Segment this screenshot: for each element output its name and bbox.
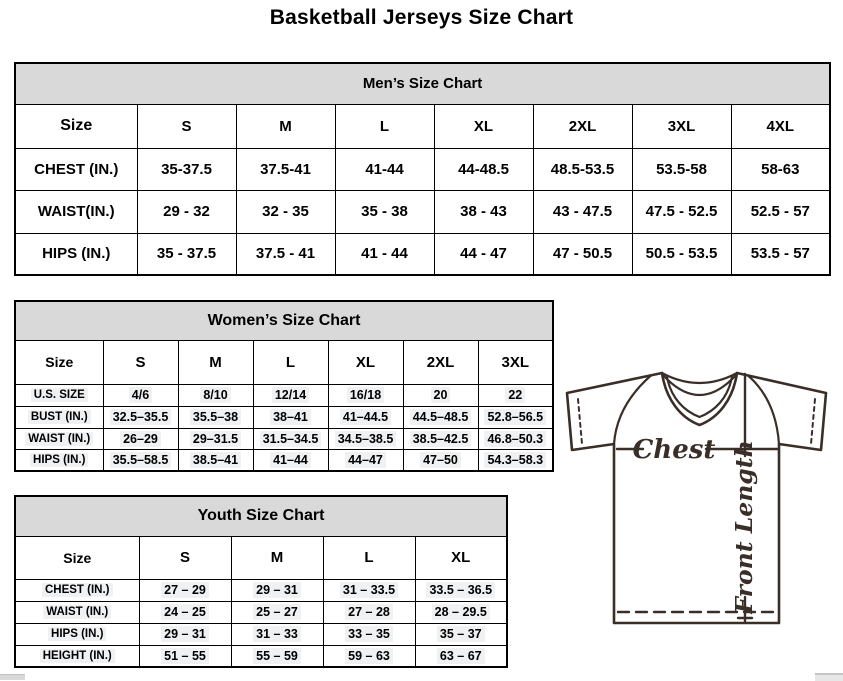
youth-row-label: CHEST (IN.)	[15, 579, 139, 601]
women-cell: 26–29	[103, 428, 178, 449]
men-cell: 58-63	[731, 148, 830, 190]
women-table-row	[15, 406, 553, 428]
youth-cell: 29 – 31	[139, 623, 231, 645]
youth-cell: 27 – 28	[323, 601, 415, 623]
women-cell: 8/10	[178, 384, 253, 406]
women-row-label: BUST (IN.)	[15, 406, 103, 428]
men-cell: 48.5-53.5	[533, 148, 632, 190]
women-table-row	[15, 449, 553, 471]
youth-cell: 33.5 – 36.5	[415, 579, 507, 601]
men-cell: 52.5 - 57	[731, 190, 830, 233]
jersey-right-armhole-seam	[748, 376, 779, 445]
youth-row-label: HEIGHT (IN.)	[15, 645, 139, 667]
youth-column-header-s: S	[139, 536, 231, 579]
womens-size-chart-table	[14, 300, 552, 472]
men-cell: 44-48.5	[434, 148, 533, 190]
women-row-label: U.S. SIZE	[15, 384, 103, 406]
men-cell: 35 - 37.5	[137, 233, 236, 275]
men-cell: 47.5 - 52.5	[632, 190, 731, 233]
youth-column-header-l: L	[323, 536, 415, 579]
men-cell: 38 - 43	[434, 190, 533, 233]
women-cell: 32.5–35.5	[103, 406, 178, 428]
youth-table-row	[15, 645, 507, 667]
men-cell: 44 - 47	[434, 233, 533, 275]
men-cell: 41-44	[335, 148, 434, 190]
youth-cell: 63 – 67	[415, 645, 507, 667]
men-column-header-4xl: 4XL	[731, 104, 830, 148]
youth-table-row	[15, 623, 507, 645]
youth-cell: 25 – 27	[231, 601, 323, 623]
men-row-label: CHEST (IN.)	[15, 148, 137, 190]
men-cell: 37.5-41	[236, 148, 335, 190]
cutoff-fragment-bottom-left	[0, 674, 25, 680]
women-row-label: HIPS (IN.)	[15, 449, 103, 471]
women-cell: 47–50	[403, 449, 478, 471]
youth-cell: 59 – 63	[323, 645, 415, 667]
men-cell: 43 - 47.5	[533, 190, 632, 233]
men-table-row	[15, 148, 830, 190]
women-column-header-s: S	[103, 340, 178, 384]
women-cell: 29–31.5	[178, 428, 253, 449]
men-column-header-3xl: 3XL	[632, 104, 731, 148]
men-column-header-m: M	[236, 104, 335, 148]
youth-cell: 35 – 37	[415, 623, 507, 645]
youth-row-label: HIPS (IN.)	[15, 623, 139, 645]
youth-table-row	[15, 579, 507, 601]
jersey-left-sleeve-stitch	[578, 399, 582, 444]
women-cell: 35.5–38	[178, 406, 253, 428]
women-cell: 41–44	[253, 449, 328, 471]
youth-table-title: Youth Size Chart	[15, 496, 507, 536]
men-column-header-2xl: 2XL	[533, 104, 632, 148]
women-cell: 46.8–50.3	[478, 428, 553, 449]
youth-size-chart-table	[14, 495, 506, 668]
men-size-corner-label: Size	[15, 104, 137, 148]
men-cell: 50.5 - 53.5	[632, 233, 731, 275]
men-table-title: Men’s Size Chart	[15, 63, 830, 104]
men-cell: 47 - 50.5	[533, 233, 632, 275]
jersey-outline-icon	[567, 373, 826, 623]
youth-column-header-xl: XL	[415, 536, 507, 579]
men-table-row	[15, 190, 830, 233]
youth-cell: 51 – 55	[139, 645, 231, 667]
youth-cell: 31 – 33.5	[323, 579, 415, 601]
men-column-header-s: S	[137, 104, 236, 148]
women-cell: 44.5–48.5	[403, 406, 478, 428]
chest-label: Chest	[632, 435, 716, 465]
page-title: Basketball Jerseys Size Chart	[269, 6, 574, 29]
jersey-collar-top-curve	[662, 373, 737, 383]
women-column-header-m: M	[178, 340, 253, 384]
front-length-label: Front Length	[730, 440, 758, 614]
women-cell: 52.8–56.5	[478, 406, 553, 428]
cutoff-fragment-bottom-right	[815, 673, 843, 681]
youth-row-label: WAIST (IN.)	[15, 601, 139, 623]
youth-cell: 31 – 33	[231, 623, 323, 645]
women-column-header-2xl: 2XL	[403, 340, 478, 384]
youth-cell: 28 – 29.5	[415, 601, 507, 623]
men-column-header-xl: XL	[434, 104, 533, 148]
men-table-row	[15, 233, 830, 275]
women-cell: 12/14	[253, 384, 328, 406]
women-table-row	[15, 428, 553, 449]
men-cell: 53.5-58	[632, 148, 731, 190]
women-cell: 35.5–58.5	[103, 449, 178, 471]
women-row-label: WAIST (IN.)	[15, 428, 103, 449]
women-cell: 16/18	[328, 384, 403, 406]
men-row-label: WAIST(IN.)	[15, 190, 137, 233]
women-column-header-xl: XL	[328, 340, 403, 384]
mens-size-chart-table	[14, 62, 829, 276]
women-table-row	[15, 384, 553, 406]
men-row-label: HIPS (IN.)	[15, 233, 137, 275]
youth-cell: 55 – 59	[231, 645, 323, 667]
women-column-header-l: L	[253, 340, 328, 384]
women-column-header-3xl: 3XL	[478, 340, 553, 384]
women-cell: 54.3–58.3	[478, 449, 553, 471]
women-cell: 31.5–34.5	[253, 428, 328, 449]
men-cell: 29 - 32	[137, 190, 236, 233]
women-cell: 4/6	[103, 384, 178, 406]
women-cell: 22	[478, 384, 553, 406]
youth-cell: 27 – 29	[139, 579, 231, 601]
men-cell: 37.5 - 41	[236, 233, 335, 275]
women-cell: 20	[403, 384, 478, 406]
youth-size-corner-label: Size	[15, 536, 139, 579]
youth-column-header-m: M	[231, 536, 323, 579]
women-cell: 38.5–41	[178, 449, 253, 471]
men-cell: 35-37.5	[137, 148, 236, 190]
women-table-title: Women’s Size Chart	[15, 301, 553, 340]
youth-cell: 29 – 31	[231, 579, 323, 601]
women-cell: 38–41	[253, 406, 328, 428]
jersey-left-armhole-seam	[614, 376, 651, 445]
women-cell: 38.5–42.5	[403, 428, 478, 449]
men-column-header-l: L	[335, 104, 434, 148]
youth-table-row	[15, 601, 507, 623]
men-cell: 32 - 35	[236, 190, 335, 233]
youth-cell: 24 – 25	[139, 601, 231, 623]
jersey-right-sleeve-stitch	[811, 399, 815, 444]
women-cell: 44–47	[328, 449, 403, 471]
youth-cell: 33 – 35	[323, 623, 415, 645]
jersey-measurement-diagram	[556, 358, 836, 630]
men-cell: 35 - 38	[335, 190, 434, 233]
women-cell: 41–44.5	[328, 406, 403, 428]
women-size-corner-label: Size	[15, 340, 103, 384]
men-cell: 53.5 - 57	[731, 233, 830, 275]
men-cell: 41 - 44	[335, 233, 434, 275]
women-cell: 34.5–38.5	[328, 428, 403, 449]
